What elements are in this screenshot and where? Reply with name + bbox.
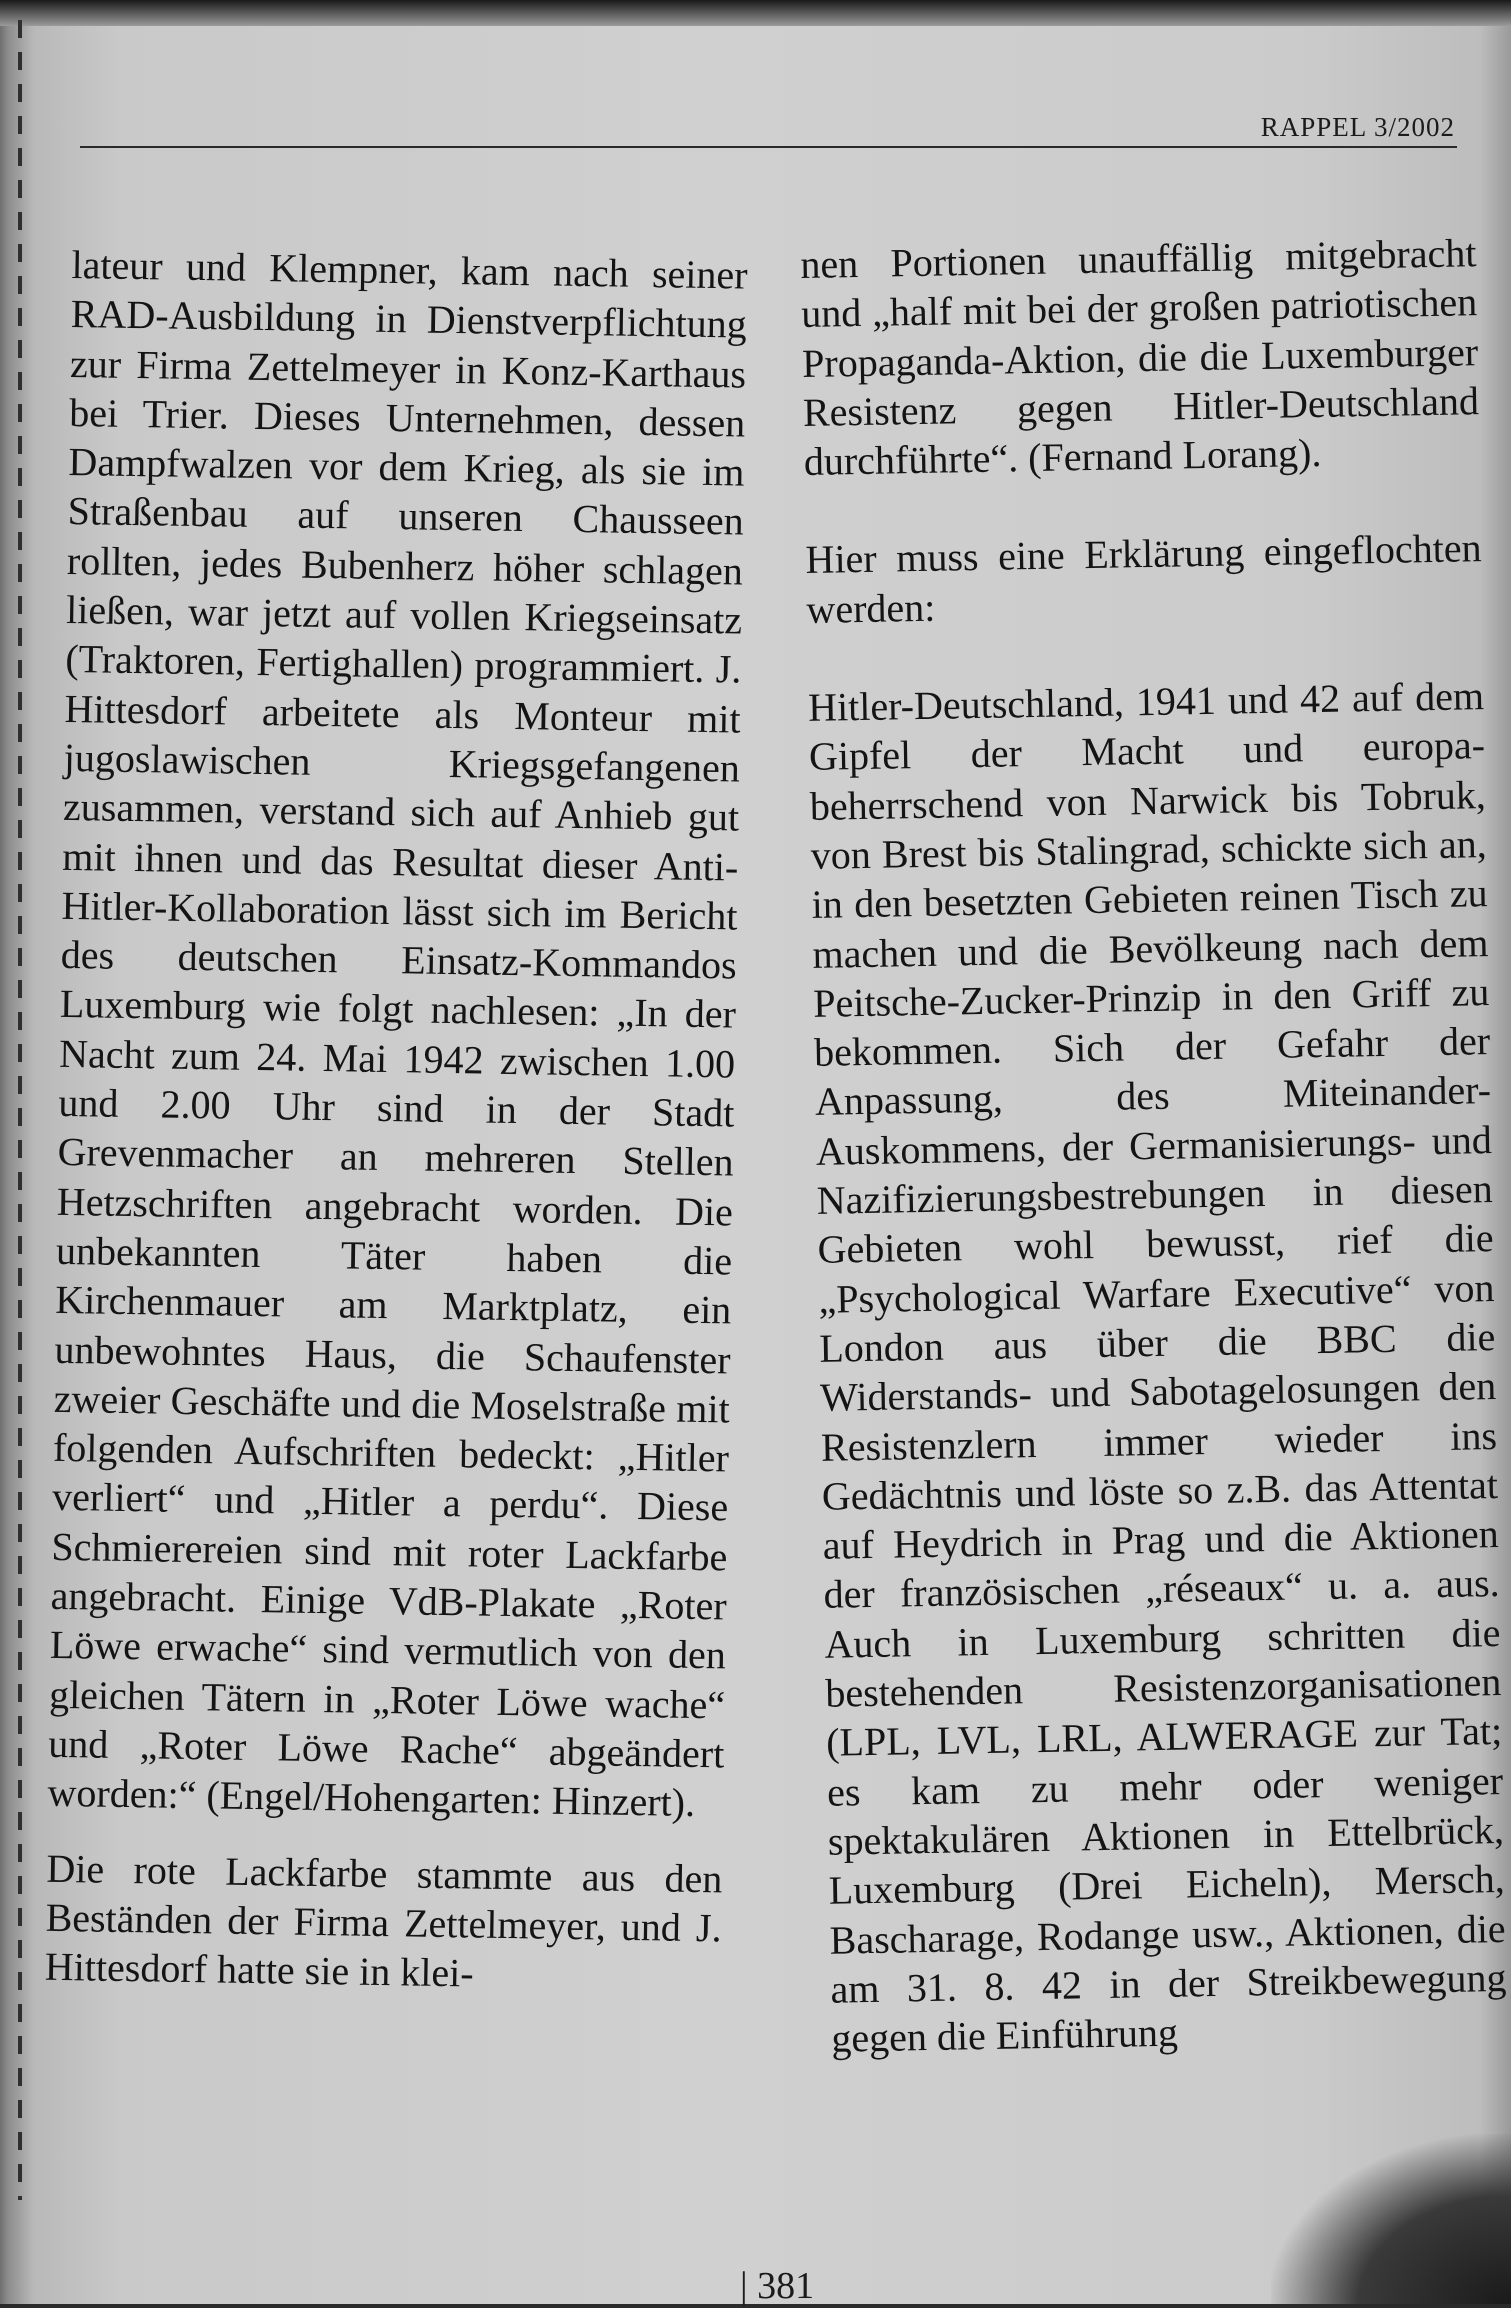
corner-shadow <box>1271 2134 1511 2304</box>
header-rule <box>80 146 1457 148</box>
top-shadow <box>0 0 1511 26</box>
left-column <box>44 240 747 2002</box>
right-column <box>800 228 1508 2063</box>
right-paragraph-1: nen Portionen unauffällig mitgebracht und „half mit bei der großen patriotischen Propaganda-Aktion, die die Luxemburger Resistenz gegen Hitler-Deutschland durchführte“. (Fernand Lorang). <box>800 230 1480 485</box>
page-number: | 381 <box>740 2265 815 2307</box>
left-paragraph-2: Die rote Lackfarbe stammte aus den Beständen der Firma Zettelmeyer, und J. Hittesdorf hatte sie in klei- <box>44 1845 723 1996</box>
right-paragraph-3: Hitler-Deutschland, 1941 und 42 auf dem Gipfel der Macht und europa-beherrschend von Narwick bis Tobruk, von Brest bis Stalingrad, schickte sich an, in den besetzten Gebieten reinen Tisch zu machen und die Bevölkeung nach dem Peitsche-Zucker-Prinzip in den Griff zu bekommen. Sich der Gefahr der Anpassung, des Miteinander-Auskommens, der Germanisierungs- und Nazifizierungsbestrebungen in diesen Gebieten wohl bewusst, rief die „Psychological Warfare Executive“ von London aus über die BBC die Widerstands- und Sabotagelosungen den Resistenzlern immer wieder ins Gedächtnis und löste so z.B. das Attentat auf Heydrich in Prag und die Aktionen der französischen „réseaux“ u. a. aus. Auch in Luxemburg schritten die bestehenden Resistenzorganisationen (LPL, LVL, LRL, ALWERAGE zur Tat; es kam zu mehr oder weniger spektakulären Aktionen in Ettelbrück, Luxemburg (Drei Eicheln), Mersch, Bascharage, Rodange usw., Aktionen, die am 31. 8. 42 in der Streikbewegung gegen die Einführung <box>807 673 1507 2061</box>
running-header: RAPPEL 3/2002 <box>1260 112 1455 142</box>
binding-edge <box>18 20 22 2200</box>
right-paragraph-2: Hier muss eine Erklärung eingeflochten werden: <box>805 525 1482 632</box>
left-paragraph-1: lateur und Klempner, kam nach seiner RAD-Ausbildung in Dienstverpflichtung zur Firma Zettelmeyer in Konz-Karthaus bei Trier. Dieses Unternehmen, dessen Dampfwalzen vor dem Krieg, als sie im Straßenbau auf unseren Chausseen rollten, jedes Bubenherz höher schlagen ließen, war jetzt auf vollen Kriegseinsatz (Traktoren, Fertighallen) programmiert. J. Hittesdorf arbeitete als Monteur mit jugoslawischen Kriegsgefangenen zusammen, verstand sich auf Anhieb gut mit ihnen und das Resultat dieser Anti-Hitler-Kollaboration lässt sich im Bericht des deutschen Einsatz-Kommandos Luxemburg wie folgt nachlesen: „In der Nacht zum 24. Mai 1942 zwischen 1.00 und 2.00 Uhr sind in der Stadt Grevenmacher an mehreren Stellen Hetzschriften angebracht worden. Die unbekannten Täter haben die Kirchenmauer am Marktplatz, ein unbewohntes Haus, die Schaufenster zweier Geschäfte und die Moselstraße mit folgenden Aufschriften bedeckt: „Hitler verliert“ und „Hitler a perdu“. Diese Schmierereien sind mit roter Lackfarbe angebracht. Einige VdB-Plakate „Roter Löwe erwache“ sind vermutlich von den gleichen Tätern in „Roter Löwe wache“ und „Roter Löwe Rache“ abgeändert worden:“ (Engel/Hohengarten: Hinzert). <box>47 241 748 1826</box>
